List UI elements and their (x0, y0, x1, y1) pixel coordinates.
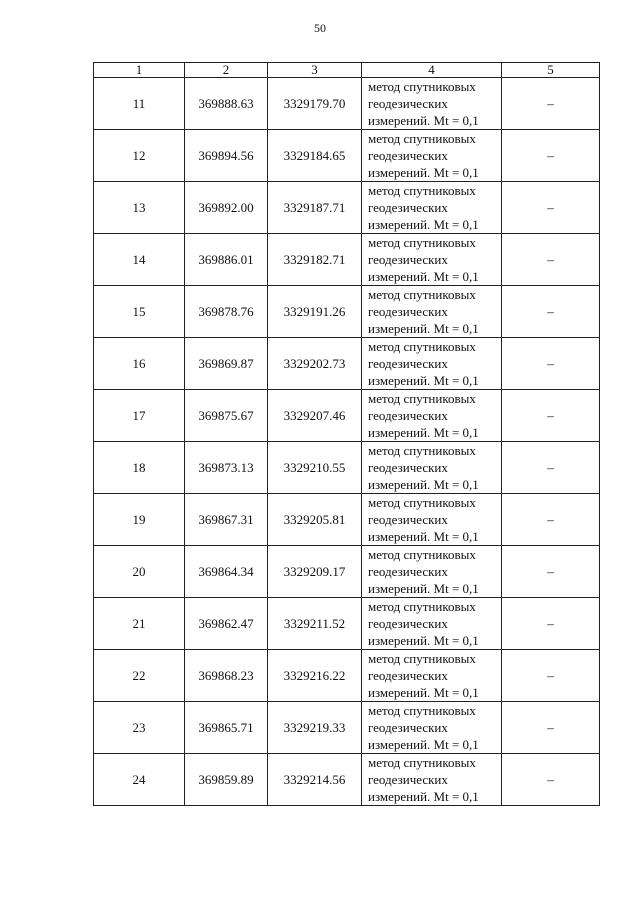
table-row (94, 702, 600, 754)
x-coordinate-cell: 369888.63 (185, 78, 268, 130)
method-line: метод спутниковых (368, 287, 476, 302)
note-cell: – (502, 754, 600, 806)
y-coordinate-cell: 3329214.56 (268, 754, 362, 806)
method-cell (362, 234, 502, 286)
page-number: 50 (314, 21, 326, 35)
header-cell-1: 1 (94, 63, 185, 78)
table-row (94, 338, 600, 390)
method-line: измерений. Mt = 0,1 (368, 217, 479, 232)
method-line: метод спутниковых (368, 443, 476, 458)
point-number-cell: 13 (94, 182, 185, 234)
method-line: метод спутниковых (368, 131, 476, 146)
table-row (94, 598, 600, 650)
method-cell (362, 598, 502, 650)
method-line: измерений. Mt = 0,1 (368, 269, 479, 284)
method-line: геодезических (368, 96, 448, 111)
x-coordinate-cell: 369868.23 (185, 650, 268, 702)
method-line: геодезических (368, 616, 448, 631)
note-cell: – (502, 390, 600, 442)
header-cell-2: 2 (185, 63, 268, 78)
method-line: метод спутниковых (368, 599, 476, 614)
point-number-cell: 21 (94, 598, 185, 650)
method-line: измерений. Mt = 0,1 (368, 633, 479, 648)
header-cell-3: 3 (268, 63, 362, 78)
method-line: метод спутниковых (368, 495, 476, 510)
x-coordinate-cell: 369892.00 (185, 182, 268, 234)
method-line: геодезических (368, 668, 448, 683)
method-line: геодезических (368, 564, 448, 579)
point-number-cell: 22 (94, 650, 185, 702)
method-line: геодезических (368, 252, 448, 267)
point-number-cell: 15 (94, 286, 185, 338)
method-line: геодезических (368, 512, 448, 527)
y-coordinate-cell: 3329219.33 (268, 702, 362, 754)
method-line: измерений. Mt = 0,1 (368, 581, 479, 596)
y-coordinate-cell: 3329211.52 (268, 598, 362, 650)
method-cell (362, 442, 502, 494)
table-body (94, 63, 600, 806)
y-coordinate-cell: 3329207.46 (268, 390, 362, 442)
y-coordinate-cell: 3329182.71 (268, 234, 362, 286)
method-line: измерений. Mt = 0,1 (368, 373, 479, 388)
point-number-cell: 24 (94, 754, 185, 806)
note-cell: – (502, 702, 600, 754)
table-row (94, 78, 600, 130)
method-line: геодезических (368, 200, 448, 215)
method-cell (362, 338, 502, 390)
y-coordinate-cell: 3329210.55 (268, 442, 362, 494)
method-line: метод спутниковых (368, 183, 476, 198)
y-coordinate-cell: 3329202.73 (268, 338, 362, 390)
header-row (94, 63, 600, 78)
method-line: измерений. Mt = 0,1 (368, 685, 479, 700)
method-cell (362, 546, 502, 598)
method-cell (362, 78, 502, 130)
x-coordinate-cell: 369886.01 (185, 234, 268, 286)
method-line: геодезических (368, 460, 448, 475)
x-coordinate-cell: 369894.56 (185, 130, 268, 182)
x-coordinate-cell: 369864.34 (185, 546, 268, 598)
method-line: измерений. Mt = 0,1 (368, 737, 479, 752)
y-coordinate-cell: 3329184.65 (268, 130, 362, 182)
method-line: измерений. Mt = 0,1 (368, 477, 479, 492)
x-coordinate-cell: 369878.76 (185, 286, 268, 338)
header-cell-4: 4 (362, 63, 502, 78)
y-coordinate-cell: 3329216.22 (268, 650, 362, 702)
method-cell (362, 130, 502, 182)
method-line: метод спутниковых (368, 651, 476, 666)
note-cell: – (502, 130, 600, 182)
method-line: геодезических (368, 356, 448, 371)
method-line: геодезических (368, 772, 448, 787)
table-row (94, 130, 600, 182)
method-cell (362, 390, 502, 442)
point-number-cell: 19 (94, 494, 185, 546)
header-cell-5: 5 (502, 63, 600, 78)
method-cell (362, 650, 502, 702)
note-cell: – (502, 338, 600, 390)
method-line: геодезических (368, 720, 448, 735)
table-row (94, 286, 600, 338)
method-cell (362, 754, 502, 806)
note-cell: – (502, 494, 600, 546)
point-number-cell: 20 (94, 546, 185, 598)
note-cell: – (502, 78, 600, 130)
point-number-cell: 23 (94, 702, 185, 754)
x-coordinate-cell: 369865.71 (185, 702, 268, 754)
method-line: метод спутниковых (368, 547, 476, 562)
point-number-cell: 14 (94, 234, 185, 286)
note-cell: – (502, 286, 600, 338)
method-line: геодезических (368, 408, 448, 423)
table-row (94, 390, 600, 442)
table-row (94, 234, 600, 286)
table-row (94, 182, 600, 234)
point-number-cell: 11 (94, 78, 185, 130)
table-row (94, 494, 600, 546)
y-coordinate-cell: 3329187.71 (268, 182, 362, 234)
method-line: измерений. Mt = 0,1 (368, 113, 479, 128)
coordinates-table (93, 62, 600, 806)
x-coordinate-cell: 369873.13 (185, 442, 268, 494)
method-line: геодезических (368, 304, 448, 319)
point-number-cell: 12 (94, 130, 185, 182)
method-line: метод спутниковых (368, 391, 476, 406)
point-number-cell: 17 (94, 390, 185, 442)
note-cell: – (502, 182, 600, 234)
method-line: измерений. Mt = 0,1 (368, 425, 479, 440)
note-cell: – (502, 546, 600, 598)
y-coordinate-cell: 3329191.26 (268, 286, 362, 338)
y-coordinate-cell: 3329209.17 (268, 546, 362, 598)
method-line: метод спутниковых (368, 235, 476, 250)
y-coordinate-cell: 3329205.81 (268, 494, 362, 546)
y-coordinate-cell: 3329179.70 (268, 78, 362, 130)
method-cell (362, 286, 502, 338)
method-line: измерений. Mt = 0,1 (368, 789, 479, 804)
method-line: метод спутниковых (368, 755, 476, 770)
note-cell: – (502, 442, 600, 494)
x-coordinate-cell: 369862.47 (185, 598, 268, 650)
note-cell: – (502, 598, 600, 650)
method-line: измерений. Mt = 0,1 (368, 321, 479, 336)
table-row (94, 754, 600, 806)
method-cell (362, 182, 502, 234)
x-coordinate-cell: 369869.87 (185, 338, 268, 390)
method-line: измерений. Mt = 0,1 (368, 165, 479, 180)
note-cell: – (502, 234, 600, 286)
note-cell: – (502, 650, 600, 702)
method-line: метод спутниковых (368, 79, 476, 94)
method-line: геодезических (368, 148, 448, 163)
method-cell (362, 494, 502, 546)
x-coordinate-cell: 369875.67 (185, 390, 268, 442)
method-line: измерений. Mt = 0,1 (368, 529, 479, 544)
x-coordinate-cell: 369867.31 (185, 494, 268, 546)
point-number-cell: 16 (94, 338, 185, 390)
table-row (94, 546, 600, 598)
table-row (94, 442, 600, 494)
method-line: метод спутниковых (368, 339, 476, 354)
x-coordinate-cell: 369859.89 (185, 754, 268, 806)
point-number-cell: 18 (94, 442, 185, 494)
method-cell (362, 702, 502, 754)
method-line: метод спутниковых (368, 703, 476, 718)
table-row (94, 650, 600, 702)
